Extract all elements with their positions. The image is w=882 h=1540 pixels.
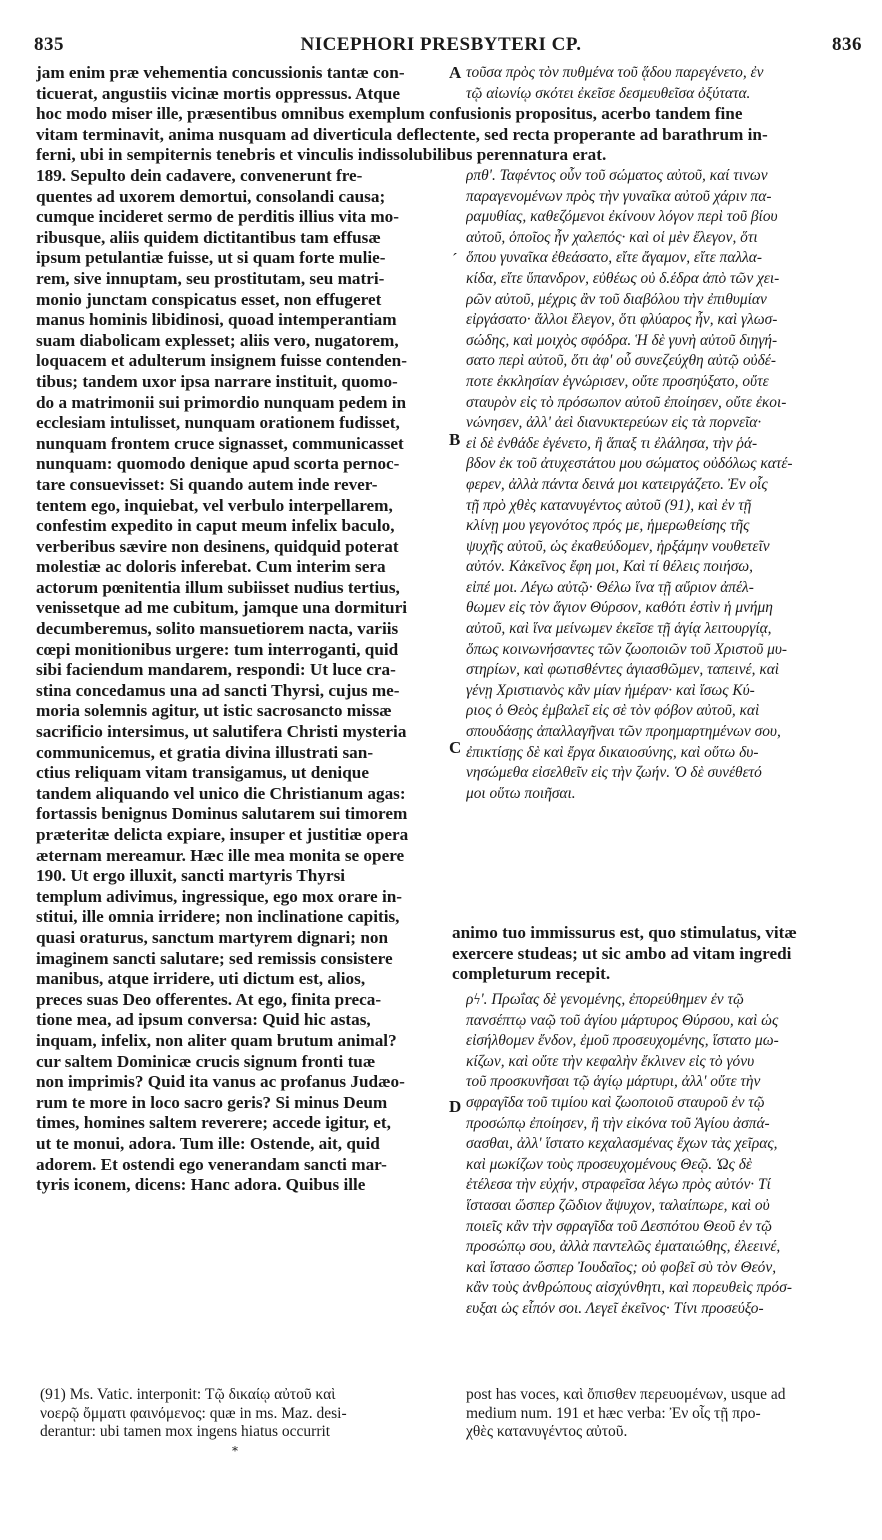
text-line: ticuerat, angustiis vicinæ mortis oppressus. Atque bbox=[36, 83, 400, 103]
text-line: actorum pœnitentia illum subiisset nudius tertius, bbox=[36, 577, 400, 597]
text-line: præteritæ delicta expiare, insuper et justitiæ opera bbox=[36, 825, 409, 844]
footer-mark: * bbox=[232, 1444, 238, 1458]
latin-full-width bbox=[36, 104, 864, 166]
text-line: προσώπῳ ἐποίησεν, ἢ τὴν εἰκόνα τοῦ Ἁγίου ἀσπά- bbox=[466, 1114, 770, 1132]
text-line: θωμεν εἰς τὸν ἅγιον Θύρσον, καθότι ἐστὶν ἡ μνήμη bbox=[466, 599, 773, 617]
text-line: tandem aliquando vel unico die Christianum agas: bbox=[36, 783, 406, 803]
text-line: καὶ μωκίζων τοὺς προσευχομένους Θεῷ. Ὡς δὲ bbox=[466, 1155, 752, 1173]
text-line: hoc modo miser ille, præsentibus omnibus exemplum confusionis propositus, acerbo tandem fine bbox=[36, 104, 743, 123]
text-line: σώδης, καὶ μοιχὸς σφόδρα. Ἡ δὲ γυνὴ αὐτοῦ διηγή- bbox=[466, 331, 778, 349]
text-line: tare consuevisset: Si quando autem inde rever- bbox=[36, 474, 378, 494]
text-line: ριος ὁ Θεὸς ἐμβαλεῖ εἰς σὲ τὸν φόβον αὐτοῦ, καὶ bbox=[466, 702, 760, 720]
text-line: κίζων, καὶ οὔτε τὴν κεφαλὴν ἔκλινεν εἰς τὸ γόνυ bbox=[466, 1052, 755, 1070]
text-line: αὐτόν. Κἀκεῖνος ἔφη μοι, Καὶ τί θέλεις ποιήσω, bbox=[466, 558, 754, 576]
text-line: manibus, atque irridere, uti dictum est, alios, bbox=[36, 969, 366, 989]
footnote-line: medium num. 191 et hæc verba: Ἐν οἷς τῇ προ- bbox=[466, 1404, 761, 1422]
text-line: monio junctam conspicatus esset, non effugeret bbox=[36, 289, 382, 309]
text-line: non imprimis? Quid ita vanus ac profanus Judæo- bbox=[36, 1072, 405, 1092]
greek-top-lines bbox=[466, 63, 864, 104]
text-line: moria solemnis agitur, ut istic sacrosancto missæ bbox=[36, 701, 392, 721]
text-line: στηρίων, καὶ φωτισθέντες ἁγιασθῶμεν, ταπεινέ, καὶ bbox=[466, 661, 780, 679]
text-line: τῇ πρὸ χθὲς κατανυγέντος αὐτοῦ (91), καὶ ἐν τῇ bbox=[466, 496, 752, 514]
text-line: νησώμεθα εἰσελθεῖν εἰς τὴν ζωήν. Ὁ δὲ συνέθετό bbox=[466, 764, 762, 782]
footnote-line: post has voces, καὶ ὄπισθεν περευομένων, usque ad bbox=[466, 1386, 786, 1403]
text-line: σφραγῖδα τοῦ τιμίου καὶ ζωοποιοῦ σταυροῦ ἐν τῷ bbox=[466, 1093, 765, 1111]
text-line: 190. Ut ergo illuxit, sancti martyris Thyrsi bbox=[36, 866, 346, 886]
text-line: inquam, infelix, non aliter quam brutum animal? bbox=[36, 1030, 397, 1050]
text-line: quasi oraturus, sanctum martyrem dignari; non bbox=[36, 927, 389, 947]
text-line: ut te monui, adora. Tum ille: Ostende, ait, quid bbox=[36, 1133, 380, 1153]
text-line: προσώπῳ σου, ἀλλὰ παντελῶς ἐματαιώθης, ἐλεεινέ, bbox=[466, 1238, 781, 1256]
footnote-continuation bbox=[466, 1386, 864, 1442]
text-line: κλίνῃ μου γεγονότος πρός με, ἡμερωθείσης τῆς bbox=[466, 517, 750, 535]
text-line: decumberemus, solito mansuetiorem nacta, variis bbox=[36, 619, 399, 639]
text-line: σατο περὶ αὐτοῦ, ὅτι ἀφ' οὗ συνεζεύχθη αὐτῷ οὐδέ- bbox=[466, 352, 776, 370]
text-line: καὶ ἵστασο ὥσπερ Ἰουδαῖος; οὐ φοβεῖ σὺ τὸν Θεόν, bbox=[466, 1258, 777, 1276]
text-line: do a matrimonii sui primordio nunquam pedem in bbox=[36, 392, 407, 412]
text-line: μοι οὕτω ποιῆσαι. bbox=[466, 784, 576, 802]
text-line: æternam mereamur. Hæc ille mea monita se opere bbox=[36, 845, 405, 865]
text-line: ipsum petulantiæ fuisse, ut si quam forte mulie- bbox=[36, 248, 386, 268]
text-line: ἵστασαι ὥσπερ ζῶδιον ἄψυχον, ταλαίπωρε, καὶ οὐ bbox=[466, 1196, 770, 1214]
text-line: vitam terminavit, anima nusquam ad diverticula deflectente, sed recta properante ad barathrum in- bbox=[36, 124, 768, 144]
latin-right-continuation bbox=[452, 923, 864, 985]
margin-letter-b: B bbox=[449, 430, 461, 449]
text-line: rem, sive innuptam, seu prostitutam, seu matri- bbox=[36, 268, 385, 288]
text-line: jam enim præ vehementia concussionis tantæ con- bbox=[36, 63, 405, 82]
text-line: loquacem et adulterum insignem fuisse contenden- bbox=[36, 351, 407, 371]
text-line: sibi faciendum mandarem, respondi: Ut luce cra- bbox=[36, 660, 396, 680]
text-line: stina concedamus una ad sancti Thyrsi, cujus me- bbox=[36, 680, 400, 700]
footnote-line: νοερῷ ὄμματι φαινόμενος: quæ in ms. Maz. desi- bbox=[40, 1404, 347, 1422]
text-line: tione mea, ad ipsum conversa: Quid hic astas, bbox=[36, 1010, 371, 1030]
text-line: ἐπικτίσῃς δὲ καὶ ἔργα δικαιοσύνης, καὶ οὕτω δυ- bbox=[466, 743, 759, 761]
text-line: εἰ δὲ ἐνθάδε ἐγένετο, ἢ ἅπαξ τι ἐλάλησα, τὴν ῥά- bbox=[466, 434, 758, 452]
text-line: τῷ αἰωνίῳ σκότει ἐκεῖσε δεσμευθεῖσα ὀξύτατα. bbox=[466, 84, 751, 102]
footnote-line: (91) Ms. Vatic. interponit: Τῷ δικαίῳ αὐτοῦ καὶ bbox=[40, 1386, 336, 1403]
text-line: κἂν τοὺς ἀνθρώπους αἰσχύνθητι, καὶ πορευθεὶς πρόσ- bbox=[466, 1279, 792, 1297]
text-line: ρπθ'. Ταφέντος οὖν τοῦ σώματος αὐτοῦ, καί τινων bbox=[466, 167, 768, 184]
text-line: φερεν, ἀλλὰ πάντα δεινά μοι κατειργάζετο. Ἐν οἷς bbox=[466, 475, 768, 493]
page-number-right: 836 bbox=[832, 34, 862, 55]
text-line: νώνησεν, ἀλλ' ἀεὶ διανυκτερεύων εἰς τὰ πορνεῖα· bbox=[466, 414, 762, 432]
text-line: εἰπέ μοι. Λέγω αὐτῷ· Θέλω ἵνα τῇ αὔριον ἀπέλ- bbox=[466, 578, 754, 596]
margin-letter-d: D bbox=[449, 1097, 462, 1116]
text-line: τοῦσα πρὸς τὸν πυθμένα τοῦ ᾅδου παρεγένετο, ἐν bbox=[466, 64, 764, 81]
text-line: κίδα, εἴτε ὕπανδρον, εὐθέως οὐ δ.έδρα ἀπὸ τῶν χει- bbox=[466, 269, 780, 287]
margin-mark: ´ bbox=[452, 250, 458, 269]
page-number-left: 835 bbox=[34, 34, 64, 55]
text-line: σασθαι, ἀλλ' ἵστατο κεχαλασμένας ἔχων τὰς χεῖρας, bbox=[466, 1135, 778, 1153]
text-line: adorem. Et ostendi ego venerandam sancti mar- bbox=[36, 1154, 387, 1174]
text-line: suam diabolicam explesset; aliis vero, nugatorem, bbox=[36, 330, 399, 350]
text-line: fortassis benignus Dominus salutarem sui timorem bbox=[36, 804, 408, 824]
text-line: tibus; tandem uxor ipsa narrare instituit, quomo- bbox=[36, 371, 398, 391]
text-line: ραμυθίας, καθεζόμενοι ἐκίνουν λόγον περὶ τοῦ βίου bbox=[466, 208, 778, 226]
text-line: rum te more in loco sacro geris? Si minus Deum bbox=[36, 1092, 388, 1112]
text-line: τοῦ προσκυνῆσαι τῷ ἁγίῳ μάρτυρι, ἀλλ' οὔτε τὴν bbox=[466, 1073, 761, 1091]
text-line: stitui, ille omnia irridere; non inclinatione capitis, bbox=[36, 907, 400, 927]
footnote-line: derantur: ubi tamen mox ingens hiatus occurrit bbox=[40, 1423, 331, 1440]
text-line: πανσέπτῳ ναῷ τοῦ ἁγίου μάρτυρος Θύρσου, καὶ ὡς bbox=[466, 1011, 779, 1029]
text-line: nunquam frontem cruce signasset, communicasset bbox=[36, 433, 404, 453]
text-line: ecclesiam intulisset, nunquam orationem fudisset, bbox=[36, 413, 400, 433]
footnote-line: χθὲς κατανυγέντος αὐτοῦ. bbox=[466, 1423, 628, 1440]
text-line: βδον ἐκ τοῦ ἀτυχεστάτου μου σώματος οὐδόλως κατέ- bbox=[466, 455, 793, 473]
text-line: confestim expedito in caput meum infelix baculo, bbox=[36, 516, 395, 536]
text-line: ψυχῆς αὐτοῦ, ὡς ἐκαθεύδομεν, ἠρξάμην νουθετεῖν bbox=[466, 537, 770, 555]
text-line: σπουδάσῃς ἀπαλλαγῆναι τῶν προημαρτημένων σου, bbox=[466, 723, 781, 741]
text-line: ἐτέλεσα τὴν εὐχήν, στραφεῖσα λέγω πρὸς αὐτόν· Τί bbox=[466, 1176, 771, 1194]
text-line: venissetque ad me cubitum, jamque una dormituri bbox=[36, 598, 407, 618]
text-line: imaginem sancti salutare; sed remissis consistere bbox=[36, 948, 393, 968]
text-line: ευξαι ὡς εἶπόν σοι. Λεγεῖ ἐκεῖνος· Τίνι προσεύξο- bbox=[466, 1299, 764, 1317]
text-line: cumque incideret sermo de perditis illius vita mo- bbox=[36, 207, 399, 227]
text-line: preces suas Deo offerentes. At ego, finita preca- bbox=[36, 989, 382, 1009]
text-line: εἰργάσατο· ἄλλοι ἔλεγον, ὅτι φλύαρος ἦν, καὶ γλωσ- bbox=[466, 311, 778, 329]
text-line: ρϟ'. Πρωΐας δὲ γενομένης, ἐπορεύθημεν ἐν τῷ bbox=[466, 991, 744, 1008]
text-line: ποιεῖς κἂν τὴν σφραγῖδα τοῦ Δεσπότου Θεοῦ ἐν τῷ bbox=[466, 1217, 773, 1235]
text-line: animo tuo immissurus est, quo stimulatus, vitæ bbox=[452, 923, 797, 942]
text-line: tyris iconem, dicens: Hanc adora. Quibus ille bbox=[36, 1175, 366, 1195]
text-line: ὅπου γυναῖκα ἐθεάσατο, εἴτε ἄγαμον, εἴτε παλλα- bbox=[466, 249, 762, 267]
text-line: exercere studeas; ut sic ambo ad vitam ingredi bbox=[452, 943, 792, 963]
margin-letter-c: C bbox=[449, 738, 462, 757]
text-line: completurum recepit. bbox=[452, 964, 611, 984]
text-line: cœpi monitionibus urgere: tum interroganti, quid bbox=[36, 639, 399, 659]
text-line: sacrificio intersimus, ut salutifera Christi mysteria bbox=[36, 722, 407, 742]
text-line: ctius reliquam vitam transigamus, ut denique bbox=[36, 763, 369, 783]
text-line: quentes ad uxorem demortui, consolandi causa; bbox=[36, 186, 386, 206]
text-line: verberibus sævire non desinens, quidquid poterat bbox=[36, 536, 399, 556]
text-line: ποτε ἐκκλησίαν ἐγνώρισεν, οὔτε προσηύξατο, οὔτε bbox=[466, 372, 769, 390]
latin-column bbox=[36, 166, 446, 1196]
text-line: ὅπως κοινωνήσαντες τῶν ζωοποιῶν τοῦ Χριστοῦ μυ- bbox=[466, 640, 788, 658]
latin-top-lines bbox=[36, 63, 446, 104]
text-line: times, homines saltem reverere; accede igitur, et, bbox=[36, 1113, 391, 1133]
footnote-91 bbox=[40, 1386, 440, 1442]
greek-column-section-189 bbox=[466, 166, 864, 804]
text-line: ferni, ubi in sempiternis tenebris et vinculis indissolubilibus perennatura erat. bbox=[36, 145, 607, 165]
text-line: ribusque, aliis quidem dictitantibus tam effusæ bbox=[36, 227, 381, 247]
text-line: communicemus, et gratia divina illustrati san- bbox=[36, 742, 374, 762]
text-line: αὐτοῦ, καὶ ἵνα μείνωμεν ἐκεῖσε τῇ ἁγίᾳ λειτουργίᾳ, bbox=[466, 620, 772, 638]
text-line: αὐτοῦ, ὁποῖος ἦν χαλεπός· καὶ οἱ μὲν ἔλεγον, ὅτι bbox=[466, 228, 758, 246]
text-line: molestiæ ac doloris inferebat. Cum interim sera bbox=[36, 557, 386, 577]
margin-letter-a: A bbox=[449, 63, 462, 82]
text-line: nunquam: quomodo denique apud scorta pernoc- bbox=[36, 454, 400, 474]
text-line: παραγενομένων πρὸς τὴν γυναῖκα αὐτοῦ χάριν πα- bbox=[466, 187, 772, 205]
text-line: tentem ego, inquiebat, vel verbulo interpellarem, bbox=[36, 495, 393, 515]
text-line: ρῶν αὐτοῦ, μέχρις ἂν τοῦ διαβόλου τὴν ἐπιθυμίαν bbox=[466, 290, 767, 308]
text-line: 189. Sepulto dein cadavere, convenerunt fre- bbox=[36, 166, 363, 185]
text-line: templum adivimus, ingressique, ego mox orare in- bbox=[36, 886, 403, 906]
text-line: γένῃ Χριστιανὸς κἂν μίαν ἡμέραν· καὶ ἴσως Κύ- bbox=[466, 681, 755, 699]
text-line: manus hominis libidinosi, quoad intemperantiam bbox=[36, 310, 397, 330]
running-header bbox=[0, 34, 882, 60]
greek-column-section-190 bbox=[466, 990, 864, 1320]
text-line: cur saltem Dominicæ crucis signum fronti tuæ bbox=[36, 1051, 376, 1071]
running-title: NICEPHORI PRESBYTERI CP. bbox=[300, 34, 582, 55]
text-line: σταυρὸν εἰς τὸ πρόσωπον αὐτοῦ ἐποίησεν, οὔτε ἐκοι- bbox=[466, 393, 787, 411]
text-line: εἰσήλθομεν ἔνδον, ἐμοῦ προσευχομένης, ἵστατο μω- bbox=[466, 1032, 779, 1050]
